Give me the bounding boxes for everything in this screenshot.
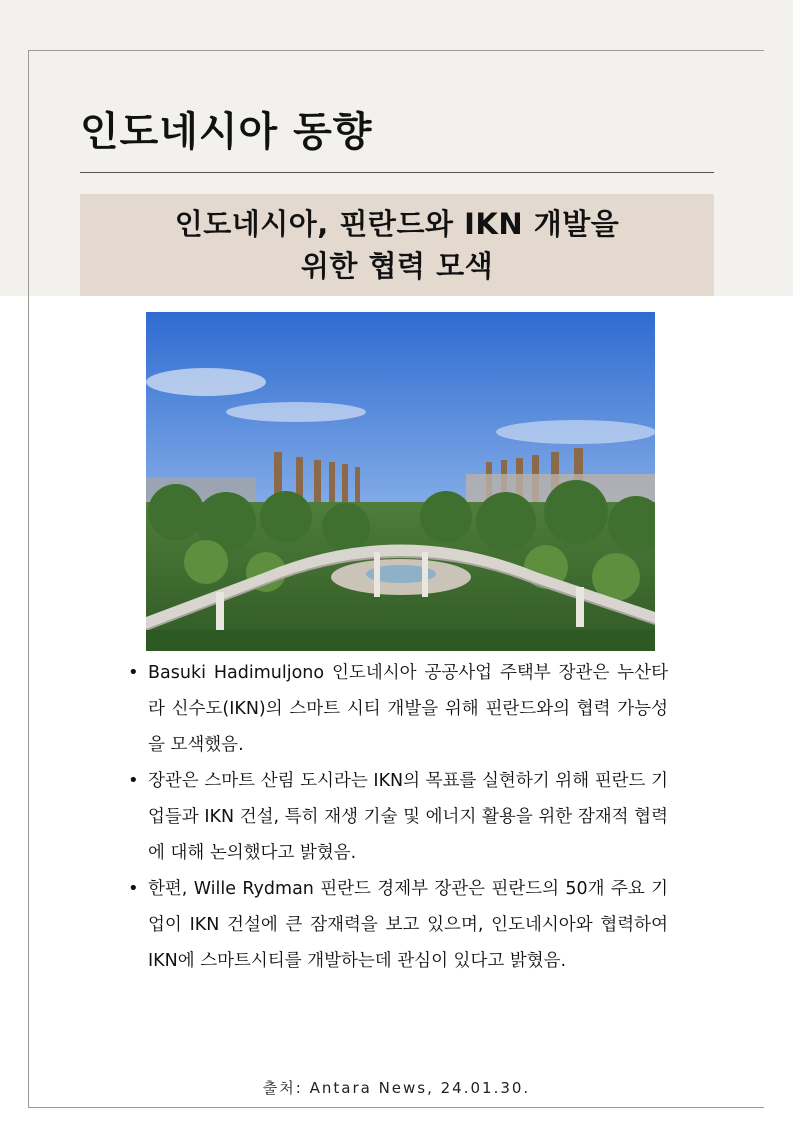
bullet-item: • 장관은 스마트 산림 도시라는 IKN의 목표를 실현하기 위해 핀란드 기업들과 IKN 건설, 특히 재생 기술 및 에너지 활용을 위한 잠재적 협력에 대해 논의했다고 밝혔음. <box>128 763 668 871</box>
bullet-item: • 한편, Wille Rydman 핀란드 경제부 장관은 핀란드의 50개 주요 기업이 IKN 건설에 큰 잠재력을 보고 있으며, 인도네시아와 협력하여 IKN에 스마트시티를 개발하는데 관심이 있다고 밝혔음. <box>128 871 668 979</box>
headline <box>175 203 620 287</box>
source-credit: 출처: Antara News, 24.01.30. <box>262 1079 531 1097</box>
title-divider <box>80 172 714 173</box>
page-title: 인도네시아 동향 <box>80 109 373 155</box>
bullet-item: • Basuki Hadimuljono 인도네시아 공공사업 주택부 장관은 누산타라 신수도(IKN)의 스마트 시티 개발을 위해 핀란드와의 협력 가능성을 모색했음. <box>128 655 668 763</box>
city-rendering-photo <box>146 312 655 651</box>
bullet-list <box>128 655 668 979</box>
headline-line-1: 인도네시아, 핀란드와 IKN 개발을 <box>174 207 620 241</box>
headline-box <box>80 194 714 296</box>
headline-line-2: 위한 협력 모색 <box>300 249 494 283</box>
